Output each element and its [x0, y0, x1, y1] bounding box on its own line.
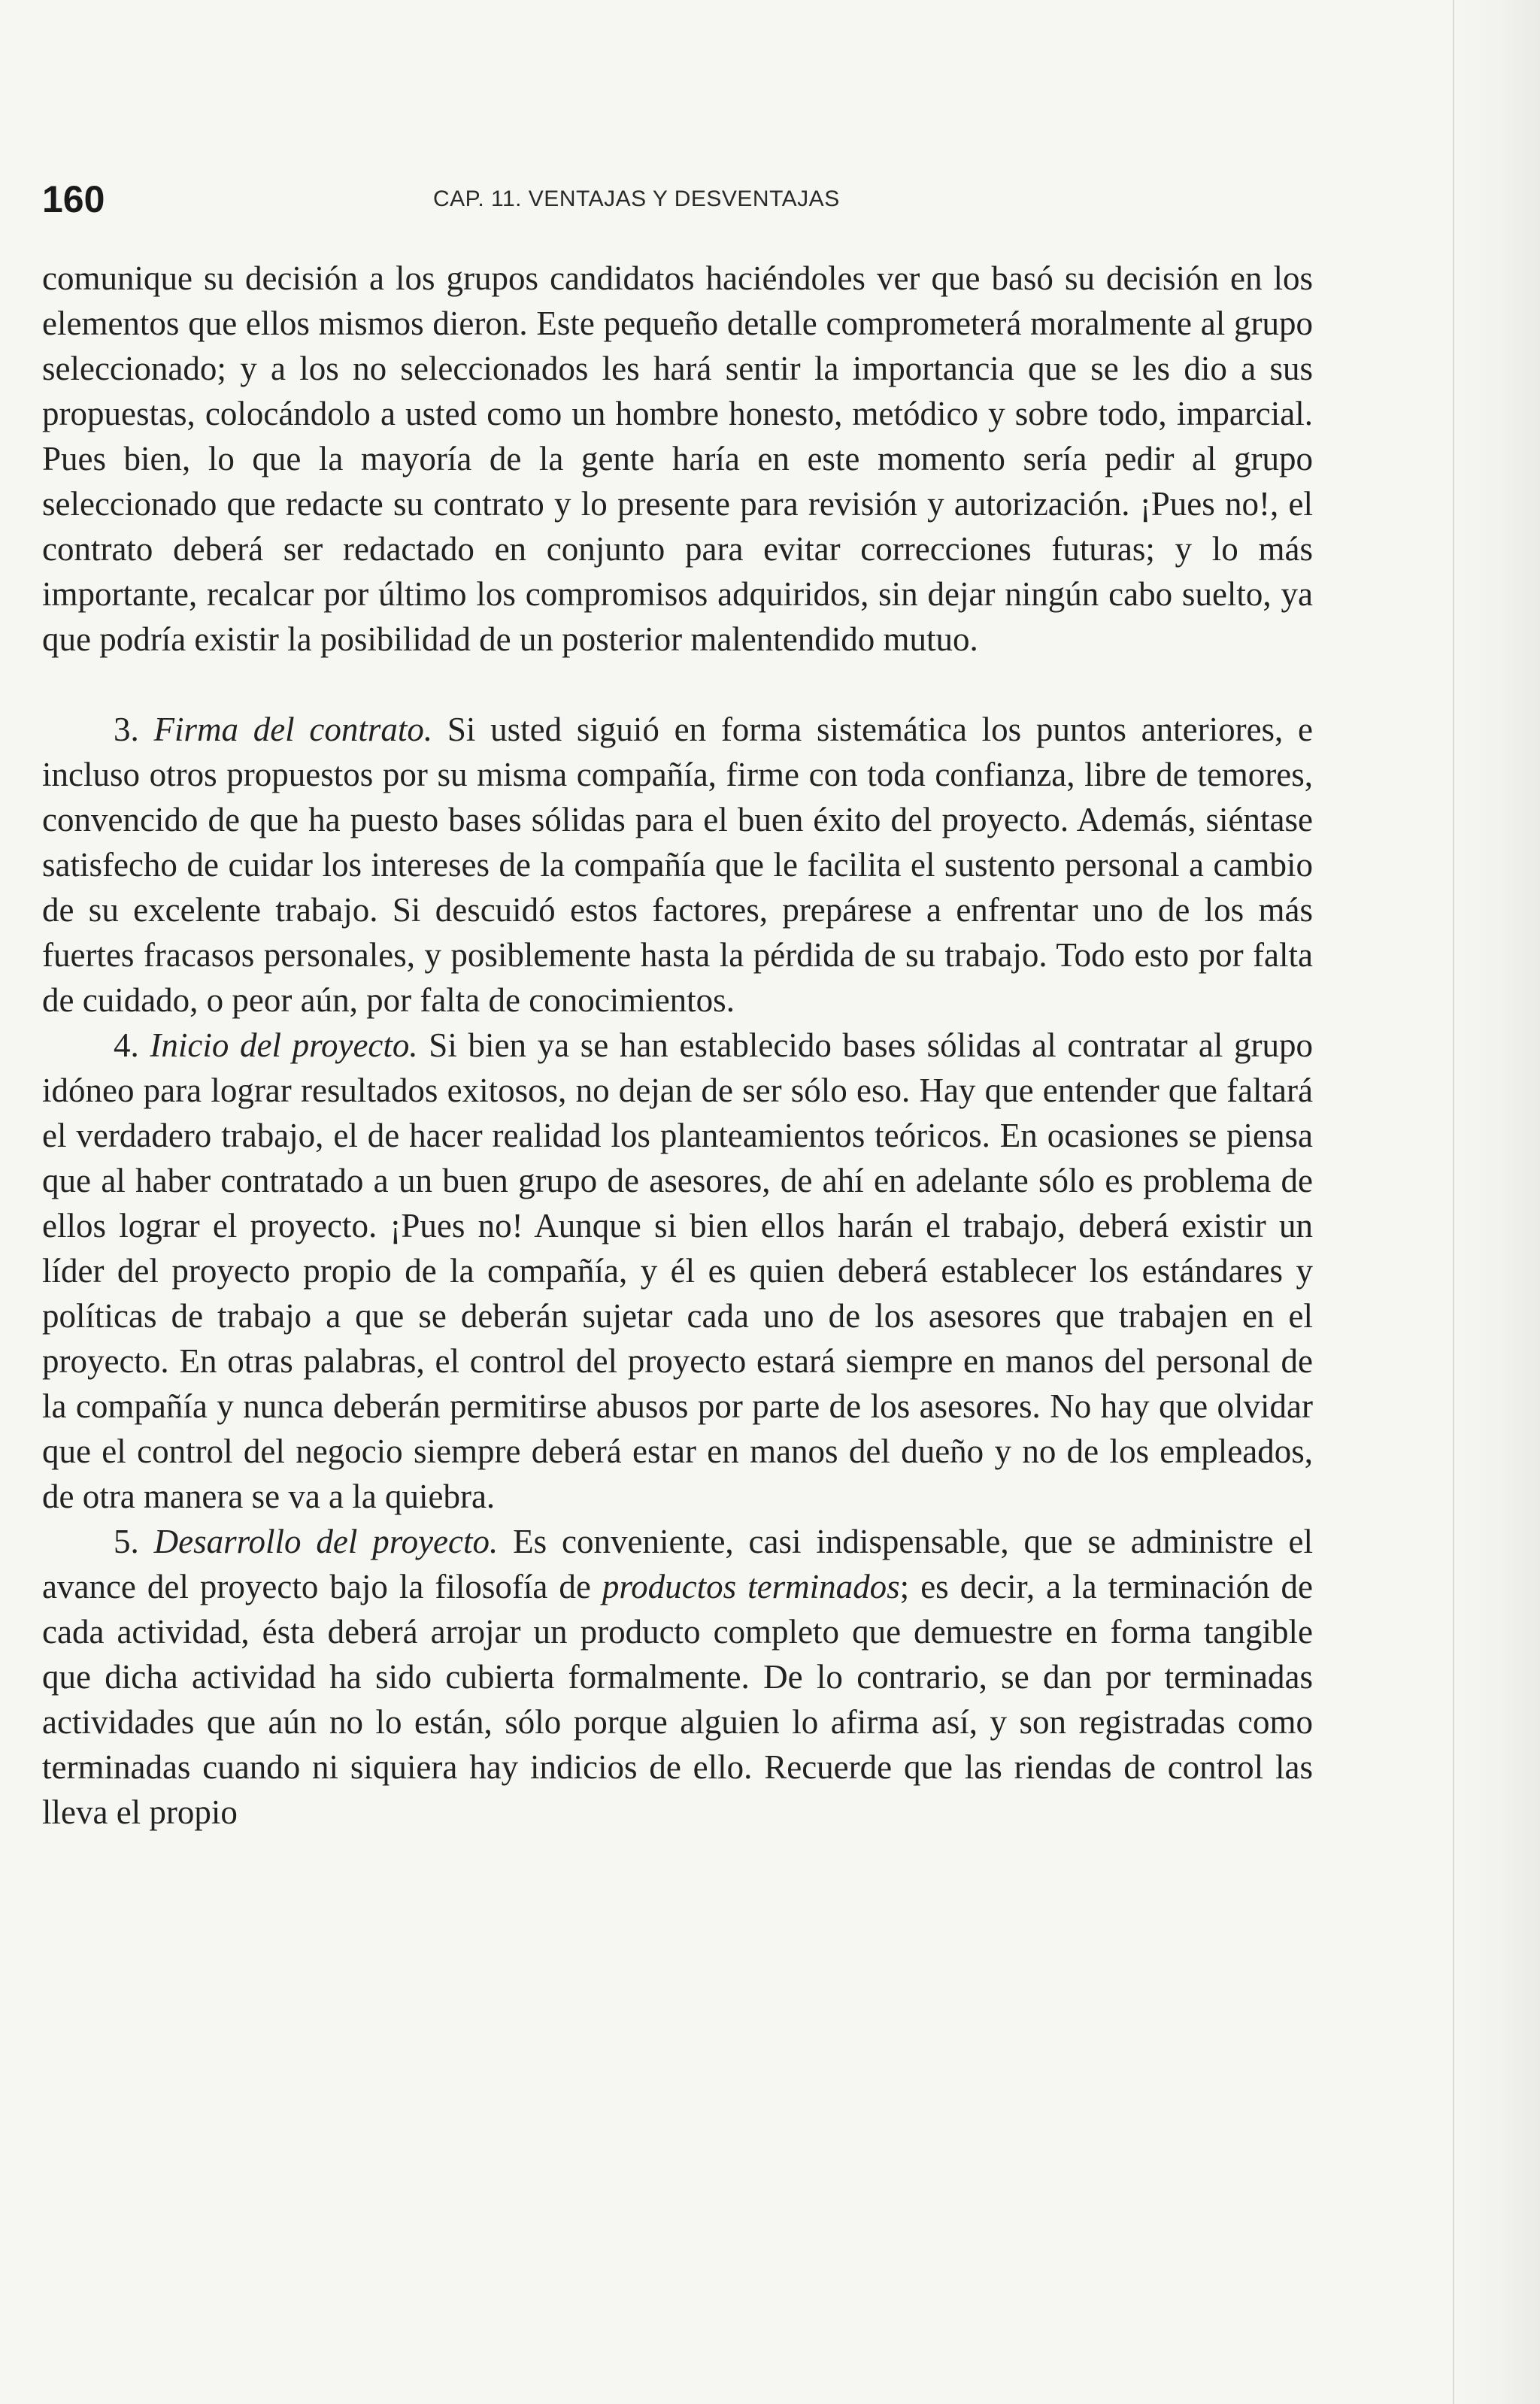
item-text: ; es decir, a la terminación de cada actividad, ésta deberá arrojar un producto completo que demuestre en forma tangible que dicha actividad ha sido cubierta formalmente. De lo contrario, se dan por terminadas actividades que aún no lo están, sólo porque alguien lo afirma así, y son registradas como terminadas cuando ni siquiera hay indicios de ello. Recuerde que las riendas de control las lleva el propio: [42, 1568, 1313, 1831]
item-text: Si bien ya se han establecido bases sólidas al contratar al grupo idóneo para lograr resultados exitosos, no dejan de ser sólo eso. Hay que entender que faltará el verdadero trabajo, el de hacer realidad los planteamientos teóricos. En ocasiones se piensa que al haber contratado a un buen grupo de asesores, de ahí en adelante sólo es problema de ellos lograr el proyecto. ¡Pues no! Aunque si bien ellos harán el trabajo, deberá existir un líder del proyecto propio de la compañía, y él es quien deberá establecer los estándares y políticas de trabajo a que se deberán sujetar cada uno de los asesores que trabajen en el proyecto. En otras palabras, el control del proyecto estará siempre en manos del personal de la compañía y nunca deberán permitirse abusos por parte de los asesores. No hay que olvidar que el control del negocio siempre deberá estar en manos del dueño y no de los empleados, de otra manera se va a la quiebra.: [42, 1026, 1314, 1515]
page-number: 160: [42, 178, 105, 220]
paragraph-desarrollo: [42, 1519, 1313, 1835]
paragraph-1: comunique su decisión a los grupos candidatos haciéndoles ver que basó su decisión en los elementos que ellos mismos dieron. Este pequeño detalle comprometerá moralmente al grupo seleccionado; y a los no seleccionados les hará sentir la importancia que se les dio a sus propuestas, colocándolo a usted como un hombre honesto, metódico y sobre todo, imparcial. Pues bien, lo que la mayoría de la gente haría en este momento sería pedir al grupo seleccionado que redacte su contrato y lo presente para revisión y autorización. ¡Pues no!, el contrato deberá ser redactado en conjunto para evitar correcciones futuras; y lo más importante, recalcar por último los compromisos adquiridos, sin dejar ningún cabo suelto, ya que podría existir la posibilidad de un posterior malentendido mutuo.: [42, 259, 1313, 658]
paragraph-firma: [42, 707, 1313, 1023]
page-gutter-line: [1453, 0, 1454, 2404]
item-title: Firma del contrato.: [153, 711, 433, 748]
paragraph-gap: [42, 662, 1313, 707]
item-title: Inicio del proyecto.: [150, 1026, 418, 1064]
item-title: Desarrollo del proyecto.: [153, 1523, 499, 1560]
paragraph-inicio: [42, 1023, 1313, 1519]
item-number: 4.: [114, 1026, 150, 1064]
body-text: [42, 256, 1313, 1835]
item-number: 3.: [114, 711, 154, 748]
item-number: 5.: [114, 1523, 154, 1560]
page-header: [42, 177, 1320, 223]
page-edge-shadow: [1450, 0, 1540, 2404]
emphasis-text: productos terminados: [602, 1568, 900, 1605]
item-text: Es conveniente, casi indispensable, que se administre el avance del proyecto bajo la filosofía de: [42, 1523, 1314, 1605]
running-head: CAP. 11. VENTAJAS Y DESVENTAJAS: [433, 186, 840, 211]
item-text: Si usted siguió en forma sistemática los puntos anteriores, e incluso otros propuestos por su misma compañía, firme con toda confianza, libre de temores, convencido de que ha puesto bases sólidas para el buen éxito del proyecto. Además, siéntase satisfecho de cuidar los intereses de la compañía que le facilita el sustento personal a cambio de su excelente trabajo. Si descuidó estos factores, prepárese a enfrentar uno de los más fuertes fracasos personales, y posiblemente hasta la pérdida de su trabajo. Todo esto por falta de cuidado, o peor aún, por falta de conocimientos.: [42, 711, 1314, 1019]
